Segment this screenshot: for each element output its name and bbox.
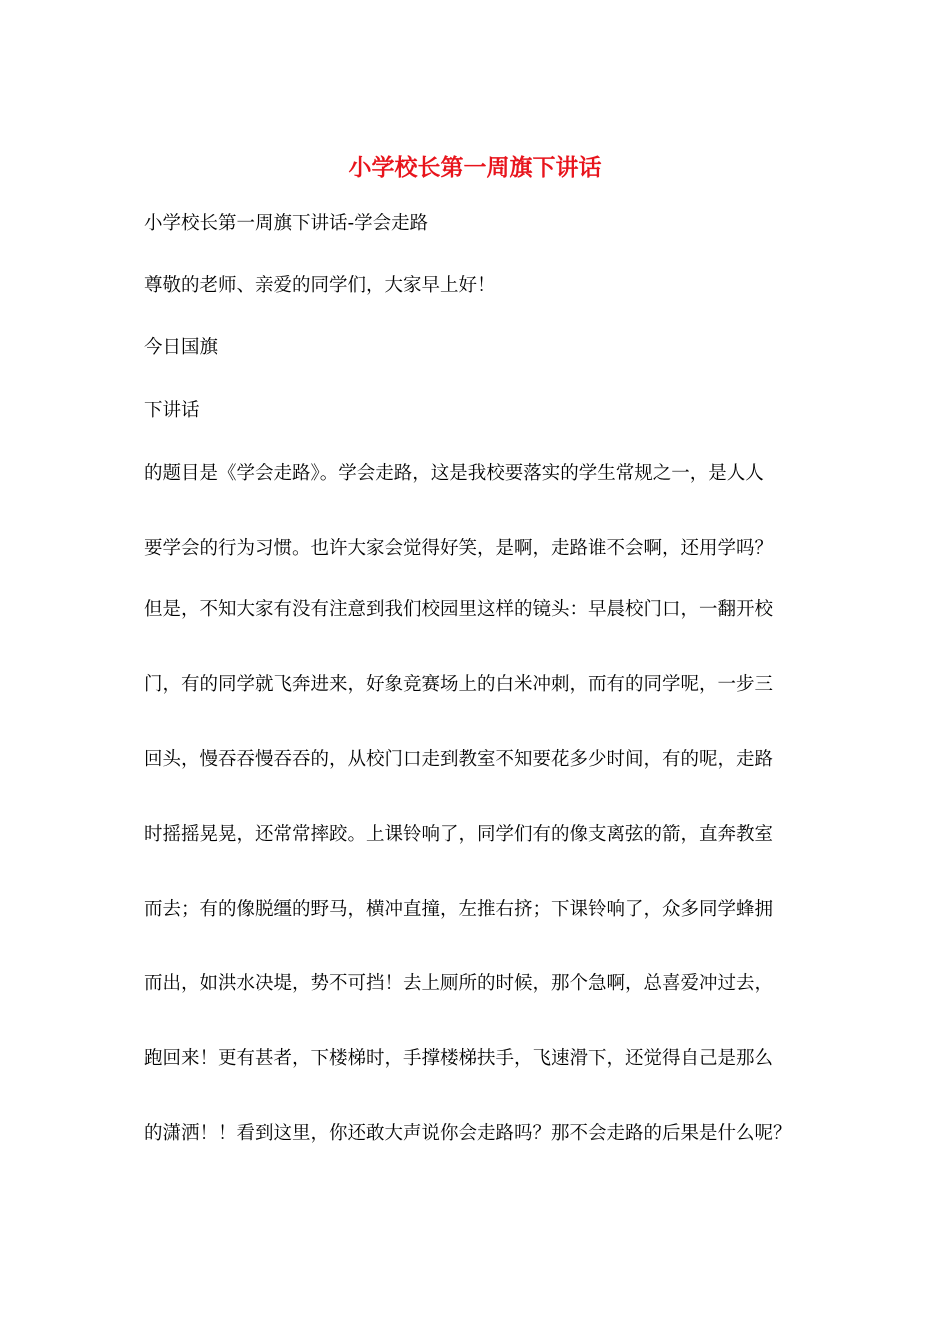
body-line: 要学会的行为习惯。也许大家会觉得好笑，是啊，走路谁不会啊，还用学吗？ [144,538,774,559]
body-line: 但是，不知大家有没有注意到我们校园里这样的镜头：早晨校门口，一翻开校 [144,599,774,620]
paragraph-line: 下讲话 [144,400,200,421]
body-line: 时摇摇晃晃，还常常摔跤。上课铃响了，同学们有的像支离弦的箭，直奔教室 [144,824,774,845]
body-line: 而出，如洪水决堤，势不可挡！去上厕所的时候，那个急啊，总喜爱冲过去， [144,973,774,994]
body-line: 而去；有的像脱缰的野马，横冲直撞，左推右挤；下课铃响了，众多同学蜂拥 [144,899,774,920]
document-title: 小学校长第一周旗下讲话 [348,154,602,181]
body-line: 的题目是《学会走路》。学会走路，这是我校要落实的学生常规之一，是人人 [144,463,764,484]
body-line: 的潇洒！！看到这里，你还敢大声说你会走路吗？那不会走路的后果是什么呢？ [144,1123,792,1144]
paragraph-line: 今日国旗 [144,337,219,358]
body-line: 门，有的同学就飞奔进来，好象竞赛场上的白米冲刺，而有的同学呢，一步三 [144,674,774,695]
body-line: 跑回来！更有甚者，下楼梯时，手撑楼梯扶手，飞速滑下，还觉得自己是那么 [144,1048,774,1069]
document-subtitle: 小学校长第一周旗下讲话-学会走路 [144,213,429,234]
greeting-paragraph: 尊敬的老师、亲爱的同学们，大家早上好！ [144,275,496,296]
body-line: 回头，慢吞吞慢吞吞的，从校门口走到教室不知要花多少时间，有的呢，走路 [144,749,774,770]
